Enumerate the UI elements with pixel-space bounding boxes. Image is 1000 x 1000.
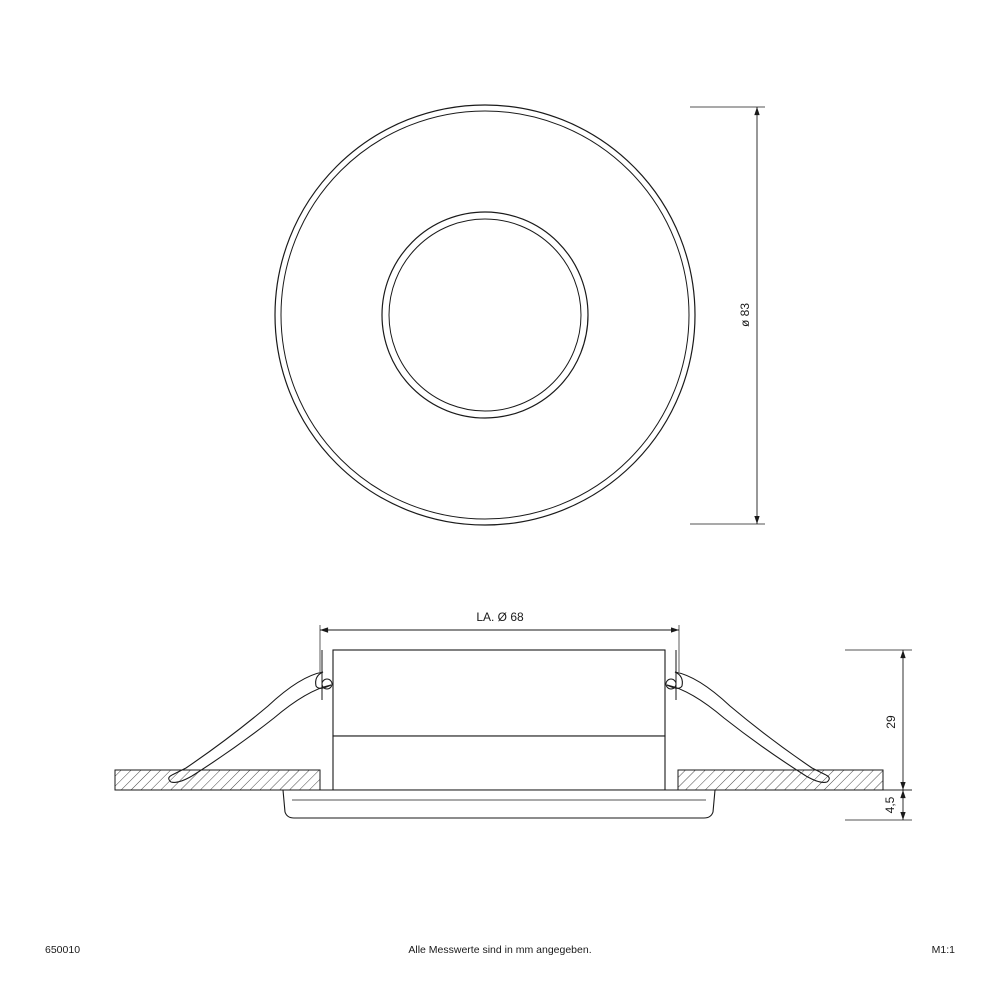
outer-rim-circle — [275, 105, 695, 525]
ceiling-slab-left — [115, 770, 320, 790]
housing-upper — [333, 650, 665, 736]
aperture-inner-circle — [389, 219, 581, 411]
spring-clip-right — [665, 650, 829, 782]
dimension-label-outer-diameter: ø 83 — [738, 302, 752, 328]
spring-pivot-left — [322, 679, 332, 689]
article-number: 650010 — [45, 944, 81, 956]
dimension-outer-diameter — [690, 107, 765, 524]
dimension-label-height: 29 — [884, 715, 898, 729]
trim-flange — [283, 790, 715, 818]
housing-lower — [333, 736, 665, 790]
spring-pivot-right — [666, 679, 676, 689]
footer — [45, 944, 955, 956]
top-view — [275, 105, 695, 525]
dimension-height — [845, 650, 912, 790]
ceiling-slab-right — [678, 770, 883, 790]
spring-clip-left — [169, 650, 333, 782]
dimension-label-flange-thickness: 4,5 — [883, 796, 897, 814]
scale-label: M1:1 — [931, 944, 955, 956]
dimension-flange-thickness — [845, 790, 912, 820]
aperture-outer-circle — [382, 212, 588, 418]
dimension-label-aperture: LA. Ø 68 — [476, 610, 524, 624]
section-view — [115, 650, 883, 818]
outer-rim-inner-circle — [281, 111, 689, 519]
measurement-note: Alle Messwerte sind in mm angegeben. — [408, 944, 592, 956]
